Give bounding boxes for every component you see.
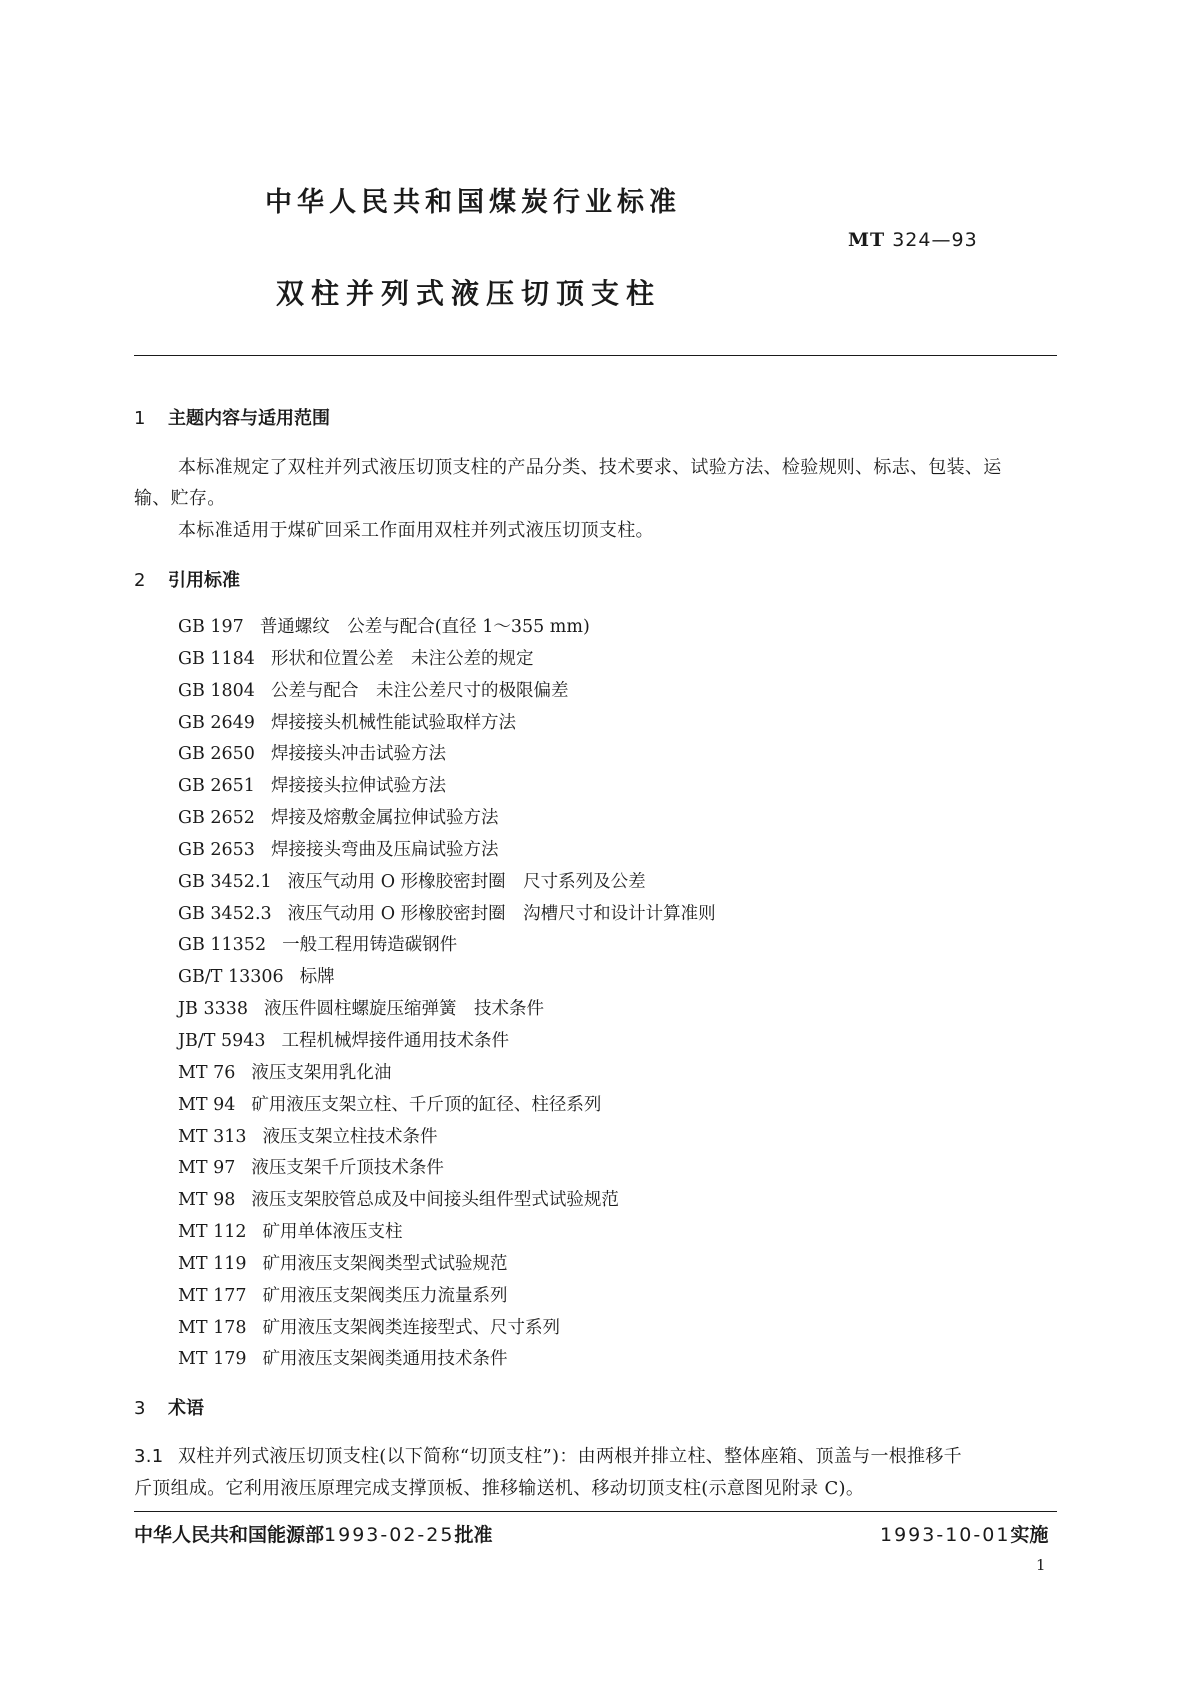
reference-list: [178, 612, 716, 1376]
section-1-para-1-line-2: 输、贮存。: [134, 488, 226, 509]
reference-title: 公差与配合 未注公差尺寸的极限偏差: [270, 680, 569, 701]
effective-label: 实施: [1010, 1524, 1049, 1546]
reference-title: 矿用液压支架立柱、千斤顶的缸径、柱径系列: [251, 1094, 602, 1115]
reference-title: 形状和位置公差 未注公差的规定: [270, 648, 534, 669]
reference-code: MT 112: [178, 1222, 247, 1243]
reference-code: MT 178: [178, 1317, 247, 1338]
section-3-heading: [134, 1394, 204, 1420]
section-2-number: 2: [134, 570, 146, 591]
reference-item: [178, 1122, 716, 1154]
approve-date: 1993-02-25: [324, 1524, 455, 1546]
reference-title: 焊接接头机械性能试验取样方法: [270, 712, 516, 733]
reference-item: [178, 994, 716, 1026]
reference-title: 焊接及熔敷金属拉伸试验方法: [270, 808, 499, 829]
reference-code: MT 97: [178, 1158, 236, 1179]
reference-code: GB 3452.1: [178, 871, 272, 892]
section-2-heading: [134, 566, 240, 592]
reference-item: [178, 1058, 716, 1090]
section-3-number: 3: [134, 1398, 146, 1419]
reference-item: [178, 1313, 716, 1345]
page-number: 1: [1036, 1556, 1046, 1574]
reference-item: [178, 803, 716, 835]
reference-item: [178, 962, 716, 994]
reference-code: GB 1804: [178, 680, 255, 701]
reference-code: MT 76: [178, 1062, 236, 1083]
reference-title: 液压支架千斤顶技术条件: [251, 1158, 444, 1179]
reference-code: GB/T 13306: [178, 967, 284, 988]
reference-code: GB 2652: [178, 808, 255, 829]
reference-title: 焊接接头弯曲及压扁试验方法: [270, 839, 499, 860]
reference-title: 矿用液压支架阀类压力流量系列: [262, 1285, 508, 1306]
reference-code: GB 2653: [178, 839, 255, 860]
approve-label: 批准: [454, 1524, 493, 1546]
reference-item: [178, 1249, 716, 1281]
effective-info: [880, 1520, 1048, 1547]
term-3-1-line-1: [134, 1442, 962, 1468]
section-2-title: 引用标准: [168, 570, 240, 591]
reference-item: [178, 771, 716, 803]
reference-code: MT 313: [178, 1126, 247, 1147]
standard-code-number: 324—93: [892, 229, 978, 251]
reference-item: [178, 899, 716, 931]
reference-code: GB 3452.3: [178, 903, 272, 924]
reference-code: MT 119: [178, 1253, 247, 1274]
reference-item: [178, 1281, 716, 1313]
reference-title: 矿用液压支架阀类连接型式、尺寸系列: [262, 1317, 561, 1338]
reference-title: 液压件圆柱螺旋压缩弹簧 技术条件: [263, 999, 544, 1020]
reference-title: 矿用单体液压支柱: [262, 1222, 403, 1243]
reference-item: [178, 867, 716, 899]
reference-title: 焊接接头拉伸试验方法: [270, 776, 446, 797]
standard-code-prefix: MT: [848, 229, 886, 251]
reference-item: [178, 708, 716, 740]
section-1-number: 1: [134, 408, 146, 429]
reference-item: [178, 676, 716, 708]
reference-code: GB 2651: [178, 776, 255, 797]
reference-title: 工程机械焊接件通用技术条件: [281, 1030, 510, 1051]
standard-code: [848, 229, 978, 251]
reference-title: 液压气动用 O 形橡胶密封圈 尺寸系列及公差: [287, 871, 646, 892]
reference-title: 液压气动用 O 形橡胶密封圈 沟槽尺寸和设计计算准则: [287, 903, 716, 924]
reference-code: GB 197: [178, 617, 244, 637]
reference-code: MT 98: [178, 1190, 236, 1211]
reference-title: 矿用液压支架阀类通用技术条件: [262, 1349, 508, 1370]
footer-divider: [134, 1511, 1057, 1512]
section-1-para-1-line-1: 本标准规定了双柱并列式液压切顶支柱的产品分类、技术要求、试验方法、检验规则、标志、包装、运: [178, 457, 1002, 478]
section-3-title: 术语: [168, 1398, 204, 1419]
reference-item: [178, 1217, 716, 1249]
term-definition-line-2: 斤顶组成。它利用液压原理完成支撑顶板、推移输送机、移动切顶支柱(示意图见附录 C)。: [134, 1478, 865, 1499]
reference-code: GB 2649: [178, 712, 255, 733]
reference-title: 普通螺纹 公差与配合(直径 1～355 mm): [259, 617, 590, 637]
reference-title: 矿用液压支架阀类型式试验规范: [262, 1253, 508, 1274]
reference-item: [178, 1153, 716, 1185]
reference-item: [178, 1185, 716, 1217]
reference-code: GB 11352: [178, 935, 267, 956]
reference-item: [178, 1344, 716, 1376]
reference-title: 液压支架立柱技术条件: [262, 1126, 438, 1147]
reference-item: [178, 739, 716, 771]
reference-title: 标牌: [299, 967, 335, 988]
effective-date: 1993-10-01: [880, 1524, 1011, 1546]
reference-item: [178, 612, 716, 644]
reference-code: GB 1184: [178, 648, 255, 669]
document-title: 双柱并列式液压切顶支柱: [276, 277, 662, 310]
header-divider: [134, 355, 1057, 356]
reference-item: [178, 1090, 716, 1122]
approval-info: [134, 1520, 492, 1547]
term-definition-line-1: 双柱并列式液压切顶支柱(以下简称“切顶支柱”)：由两根并排立柱、整体座箱、顶盖与一根推移千: [178, 1446, 962, 1467]
reference-title: 液压支架胶管总成及中间接头组件型式试验规范: [251, 1190, 619, 1211]
reference-item: [178, 644, 716, 676]
reference-code: JB/T 5943: [178, 1030, 266, 1051]
reference-code: JB 3338: [178, 999, 248, 1020]
reference-item: [178, 1026, 716, 1058]
reference-item: [178, 930, 716, 962]
reference-item: [178, 835, 716, 867]
term-number: 3.1: [134, 1446, 164, 1467]
reference-code: MT 177: [178, 1285, 247, 1306]
standard-title: 中华人民共和国煤炭行业标准: [265, 187, 681, 218]
reference-title: 液压支架用乳化油: [251, 1062, 392, 1083]
reference-code: MT 179: [178, 1349, 247, 1370]
reference-code: GB 2650: [178, 744, 255, 765]
section-1-title: 主题内容与适用范围: [168, 408, 330, 429]
reference-title: 焊接接头冲击试验方法: [270, 744, 446, 765]
approver: 中华人民共和国能源部: [134, 1524, 325, 1546]
section-1-para-2: 本标准适用于煤矿回采工作面用双柱并列式液压切顶支柱。: [178, 520, 654, 541]
section-1-heading: [134, 404, 330, 430]
reference-title: 一般工程用铸造碳钢件: [282, 935, 458, 956]
reference-code: MT 94: [178, 1094, 236, 1115]
